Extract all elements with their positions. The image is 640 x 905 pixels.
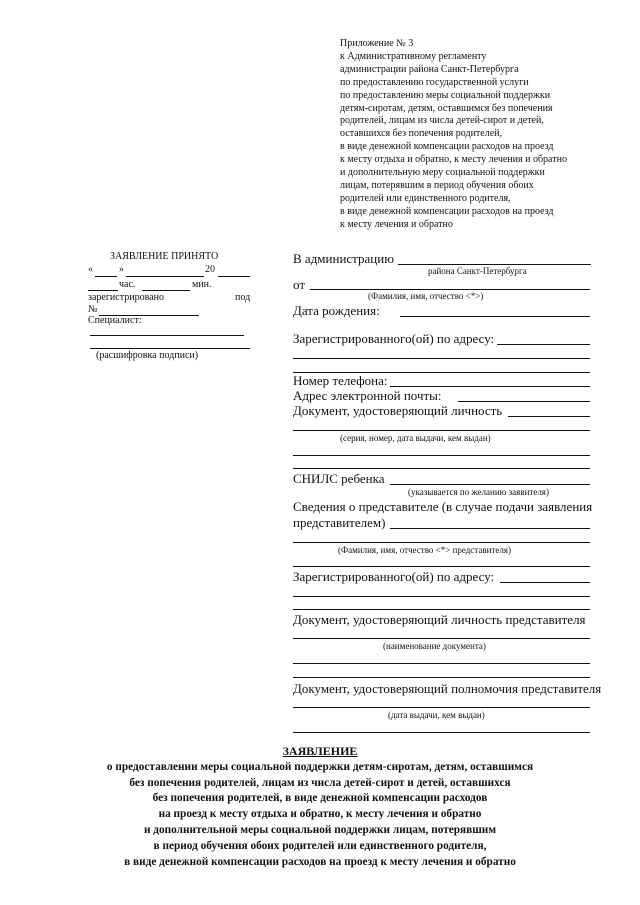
admin-field[interactable] — [398, 264, 591, 265]
appendix-line: родителей или единственного родителя, — [340, 192, 511, 204]
rep-id-caption: (наименование документа) — [383, 641, 486, 651]
rep-address-field-1[interactable] — [500, 582, 590, 583]
birth-date-label: Дата рождения: — [293, 303, 380, 318]
appendix-line: администрации района Санкт-Петербурга — [340, 63, 519, 75]
applicant-name-field[interactable] — [310, 289, 590, 290]
statement-line: о предоставлении меры социальной поддержки детям-сиротам, детям, оставшимся — [106, 760, 534, 773]
number-label: № — [88, 304, 98, 315]
appendix-line: родителей, лицам из числа детей-сирот и детей, — [340, 115, 544, 127]
statement-block — [0, 744, 640, 870]
rep-name-field-2[interactable] — [293, 542, 590, 543]
address-field-1[interactable] — [497, 344, 590, 345]
from-label: от — [293, 277, 306, 292]
date-month-line[interactable] — [126, 276, 204, 277]
minutes-label: мин. — [192, 279, 212, 290]
appendix-line: детям-сиротам, детям, оставшимся без попечения — [340, 102, 553, 114]
under-label: под — [235, 292, 251, 303]
appendix-line: лицам, потерявшим в период обучения обоих — [340, 179, 534, 191]
appendix-line: к месту лечения и обратно — [340, 218, 453, 230]
registered-address-label: Зарегистрированного(ой) по адресу: — [293, 331, 495, 346]
fio-caption: (Фамилия, имя, отчество <*>) — [368, 291, 484, 301]
rep-id-field-2[interactable] — [293, 663, 590, 664]
signature-decode-line[interactable] — [90, 348, 250, 349]
accepted-title: ЗАЯВЛЕНИЕ ПРИНЯТО — [110, 251, 219, 262]
district-caption: района Санкт-Петербурга — [428, 266, 527, 276]
id-document-field-4[interactable] — [293, 468, 590, 469]
appendix-line: оставшихся без попечения родителей, — [340, 128, 503, 140]
id-document-field-2[interactable] — [293, 430, 590, 431]
signature-line[interactable] — [90, 335, 244, 336]
statement-line: на проезд к месту отдыха и обратно, к месту лечения и обратно — [158, 808, 482, 821]
appendix-header — [340, 38, 567, 232]
date-year-prefix: 20 — [205, 264, 215, 275]
date-open-quote: « — [88, 264, 93, 275]
hours-line[interactable] — [88, 290, 118, 291]
rep-id-field-3[interactable] — [293, 677, 590, 678]
statement-line: в виде денежной компенсации расходов на проезд к месту лечения и обратно — [124, 855, 516, 868]
id-caption: (серия, номер, дата выдачи, кем выдан) — [340, 433, 491, 443]
rep-authority-label: Документ, удостоверяющий полномочия представителя — [293, 681, 602, 696]
rep-id-field-1[interactable] — [293, 638, 590, 639]
appendix-line: к месту отдыха и обратно, к месту лечения и обратно — [340, 154, 567, 166]
to-admin-label: В администрацию — [293, 251, 394, 266]
snils-label: СНИЛС ребенка — [293, 471, 385, 486]
appendix-line: к Административному регламенту — [340, 50, 487, 62]
date-day-line[interactable] — [95, 276, 117, 277]
phone-field[interactable] — [390, 386, 590, 387]
id-document-field-1[interactable] — [508, 416, 590, 417]
rep-authority-field-1[interactable] — [293, 707, 590, 708]
appendix-line: в виде денежной компенсации расходов на проезд — [340, 205, 554, 217]
rep-fio-caption: (Фамилия, имя, отчество <*> представителя) — [338, 545, 511, 555]
minutes-line[interactable] — [142, 290, 190, 291]
statement-line: без попечения родителей, в виде денежной компенсации расходов — [152, 792, 488, 805]
appendix-line: Приложение № 3 — [340, 38, 414, 49]
appendix-line: по предоставлению государственной услуги — [340, 76, 529, 88]
appendix-line: и дополнительную меру социальной поддержки — [340, 167, 545, 179]
rep-address-field-2[interactable] — [293, 596, 590, 597]
hours-label: час. — [119, 279, 136, 290]
rep-address-label: Зарегистрированного(ой) по адресу: — [293, 569, 495, 584]
date-close-quote: » — [119, 264, 124, 275]
date-year-line[interactable] — [218, 276, 250, 277]
rep-info-label-2: представителем) — [293, 515, 386, 530]
snils-field[interactable] — [390, 484, 590, 485]
rep-name-field-3[interactable] — [293, 566, 590, 567]
appendix-line: в виде денежной компенсации расходов на проезд — [340, 141, 554, 153]
address-field-2[interactable] — [293, 358, 590, 359]
id-document-label: Документ, удостоверяющий личность — [293, 403, 503, 418]
signature-caption: (расшифровка подписи) — [96, 350, 199, 361]
rep-name-field-1[interactable] — [390, 528, 590, 529]
rep-authority-field-2[interactable] — [293, 732, 590, 733]
rep-info-label: Сведения о представителе (в случае подачи заявления — [293, 499, 593, 514]
phone-label: Номер телефона: — [293, 373, 388, 388]
specialist-label: Специалист: — [88, 315, 142, 326]
id-document-field-3[interactable] — [293, 455, 590, 456]
statement-line: без попечения родителей, лицам из числа детей-сирот и детей, оставшихся — [129, 776, 511, 789]
rep-authority-caption: (дата выдачи, кем выдан) — [388, 710, 485, 720]
email-field[interactable] — [458, 401, 590, 402]
birth-date-field[interactable] — [400, 316, 590, 317]
rep-address-field-3[interactable] — [293, 609, 590, 610]
statement-line: в период обучения обоих родителей или единственного родителя, — [153, 839, 487, 852]
email-label: Адрес электронной почты: — [293, 388, 442, 403]
statement-title: ЗАЯВЛЕНИЕ — [282, 744, 358, 758]
rep-id-document-label: Документ, удостоверяющий личность представителя — [293, 612, 586, 627]
statement-line: и дополнительной меры социальной поддержки лицам, потерявшим — [143, 823, 497, 836]
snils-caption: (указывается по желанию заявителя) — [408, 487, 549, 497]
registered-label: зарегистрировано — [88, 292, 164, 303]
appendix-line: по предоставлению меры социальной поддержки — [340, 89, 551, 101]
